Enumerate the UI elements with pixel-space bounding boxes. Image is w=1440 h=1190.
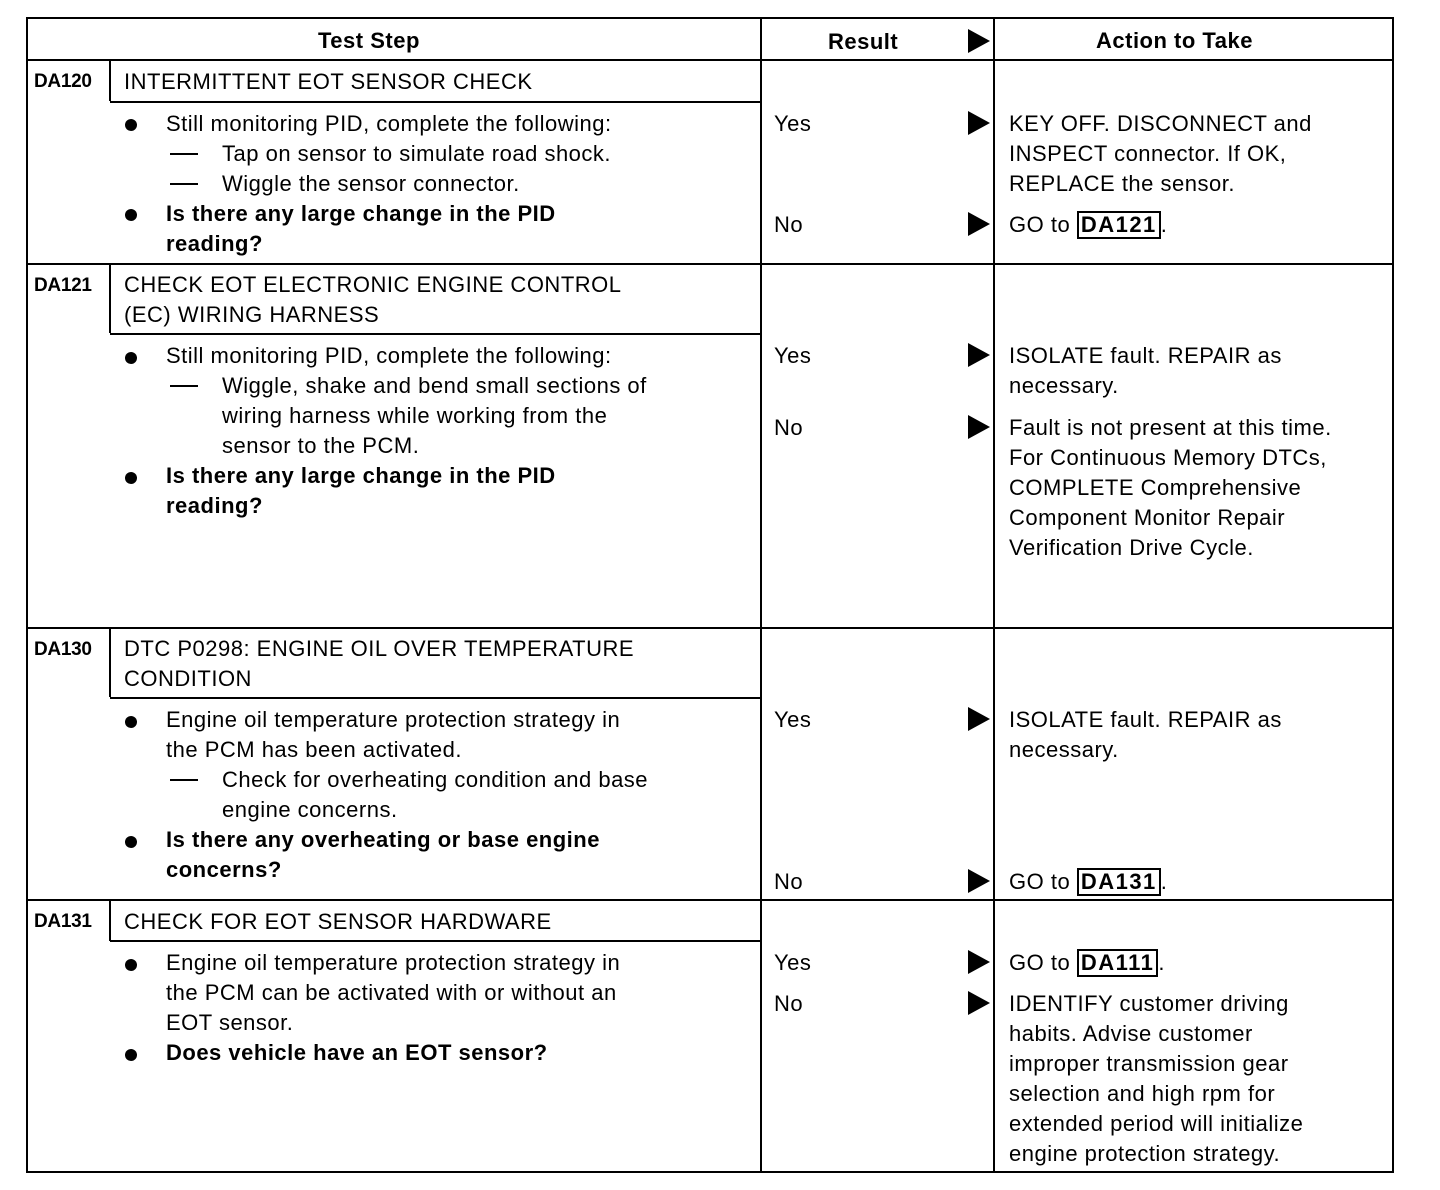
- column-divider-result: [760, 19, 762, 1171]
- yes-action: INSPECT connector. If OK,: [1009, 141, 1287, 166]
- bullet-icon: [125, 472, 137, 484]
- no-action: extended period will initialize: [1009, 1111, 1304, 1136]
- bullet-icon: [125, 1049, 137, 1061]
- step-id: DA130: [34, 639, 92, 660]
- step-question-cont: reading?: [166, 231, 263, 256]
- arrow-icon: [968, 707, 990, 731]
- row-divider: [28, 263, 1392, 265]
- step-instruction-cont: the PCM has been activated.: [166, 737, 462, 762]
- yes-action: GO to DA111 .: [1009, 950, 1165, 975]
- step-sub-instruction: Tap on sensor to simulate road shock.: [222, 141, 612, 166]
- step-ref-da121[interactable]: DA121: [1077, 211, 1161, 239]
- step-id-divider: [109, 61, 111, 101]
- step-question-cont: concerns?: [166, 857, 282, 882]
- step-title-divider: [110, 101, 760, 103]
- header-divider: [28, 59, 1392, 61]
- step-sub-instruction: Wiggle the sensor connector.: [222, 171, 520, 196]
- step-instruction-cont: EOT sensor.: [166, 1010, 294, 1035]
- arrow-icon: [968, 415, 990, 439]
- no-action: selection and high rpm for: [1009, 1081, 1276, 1106]
- header-action: Action to Take: [1096, 28, 1253, 53]
- result-no: No: [774, 869, 804, 894]
- step-id-divider: [109, 629, 111, 697]
- dash-icon: [170, 779, 198, 781]
- step-title: CHECK FOR EOT SENSOR HARDWARE: [124, 909, 552, 934]
- step-question-cont: reading?: [166, 493, 263, 518]
- result-no: No: [774, 991, 804, 1016]
- bullet-icon: [125, 119, 137, 131]
- step-ref-da111[interactable]: DA111: [1077, 949, 1159, 977]
- bullet-icon: [125, 959, 137, 971]
- step-instruction: Engine oil temperature protection strategy in: [166, 950, 621, 975]
- step-id: DA131: [34, 911, 92, 932]
- step-title-divider: [110, 697, 760, 699]
- step-id-divider: [109, 265, 111, 333]
- no-action: For Continuous Memory DTCs,: [1009, 445, 1327, 470]
- no-action: engine protection strategy.: [1009, 1141, 1281, 1166]
- arrow-icon: [968, 991, 990, 1015]
- dash-icon: [170, 153, 198, 155]
- step-title: DTC P0298: ENGINE OIL OVER TEMPERATURE: [124, 636, 635, 661]
- step-sub-instruction: Wiggle, shake and bend small sections of: [222, 373, 647, 398]
- row-divider: [28, 899, 1392, 901]
- yes-action: ISOLATE fault. REPAIR as: [1009, 343, 1282, 368]
- yes-action: KEY OFF. DISCONNECT and: [1009, 111, 1312, 136]
- step-question: Does vehicle have an EOT sensor?: [166, 1040, 548, 1065]
- yes-action: ISOLATE fault. REPAIR as: [1009, 707, 1282, 732]
- step-id: DA121: [34, 275, 92, 296]
- result-no: No: [774, 212, 804, 237]
- header-result: Result: [828, 29, 899, 54]
- step-question: Is there any large change in the PID: [166, 201, 556, 226]
- yes-action: necessary.: [1009, 373, 1119, 398]
- result-yes: Yes: [774, 707, 812, 732]
- step-instruction: Still monitoring PID, complete the following:: [166, 111, 612, 136]
- step-id-divider: [109, 901, 111, 941]
- header-arrow-icon: [968, 29, 990, 53]
- step-sub-instruction: engine concerns.: [222, 797, 398, 822]
- arrow-icon: [968, 950, 990, 974]
- arrow-icon: [968, 869, 990, 893]
- step-sub-instruction: sensor to the PCM.: [222, 433, 420, 458]
- diagnostic-table: [26, 17, 1394, 1173]
- step-question: Is there any large change in the PID: [166, 463, 556, 488]
- result-yes: Yes: [774, 343, 812, 368]
- step-title-divider: [110, 333, 760, 335]
- no-action: Verification Drive Cycle.: [1009, 535, 1254, 560]
- step-title-divider: [110, 940, 760, 942]
- step-title: INTERMITTENT EOT SENSOR CHECK: [124, 69, 533, 94]
- no-action: improper transmission gear: [1009, 1051, 1289, 1076]
- step-title: CONDITION: [124, 666, 252, 691]
- dash-icon: [170, 385, 198, 387]
- step-title: CHECK EOT ELECTRONIC ENGINE CONTROL: [124, 272, 622, 297]
- step-sub-instruction: Check for overheating condition and base: [222, 767, 649, 792]
- step-instruction: Engine oil temperature protection strategy in: [166, 707, 621, 732]
- step-instruction-cont: the PCM can be activated with or without an: [166, 980, 617, 1005]
- bullet-icon: [125, 209, 137, 221]
- result-yes: Yes: [774, 111, 812, 136]
- header-test-step: Test Step: [318, 28, 420, 53]
- bullet-icon: [125, 836, 137, 848]
- no-action: COMPLETE Comprehensive: [1009, 475, 1302, 500]
- result-yes: Yes: [774, 950, 812, 975]
- arrow-icon: [968, 343, 990, 367]
- bullet-icon: [125, 352, 137, 364]
- step-question: Is there any overheating or base engine: [166, 827, 600, 852]
- no-action: GO to DA131 .: [1009, 869, 1168, 894]
- no-action: IDENTIFY customer driving: [1009, 991, 1289, 1016]
- row-divider: [28, 627, 1392, 629]
- no-action: Fault is not present at this time.: [1009, 415, 1332, 440]
- step-ref-da131[interactable]: DA131: [1077, 868, 1161, 896]
- no-action: habits. Advise customer: [1009, 1021, 1253, 1046]
- arrow-icon: [968, 212, 990, 236]
- yes-action: REPLACE the sensor.: [1009, 171, 1235, 196]
- result-no: No: [774, 415, 804, 440]
- step-sub-instruction: wiring harness while working from the: [222, 403, 608, 428]
- yes-action: necessary.: [1009, 737, 1119, 762]
- dash-icon: [170, 183, 198, 185]
- step-instruction: Still monitoring PID, complete the following:: [166, 343, 612, 368]
- arrow-icon: [968, 111, 990, 135]
- step-id: DA120: [34, 71, 92, 92]
- no-action: GO to DA121 .: [1009, 212, 1168, 237]
- column-divider-action: [993, 19, 995, 1171]
- step-title: (EC) WIRING HARNESS: [124, 302, 380, 327]
- no-action: Component Monitor Repair: [1009, 505, 1286, 530]
- bullet-icon: [125, 716, 137, 728]
